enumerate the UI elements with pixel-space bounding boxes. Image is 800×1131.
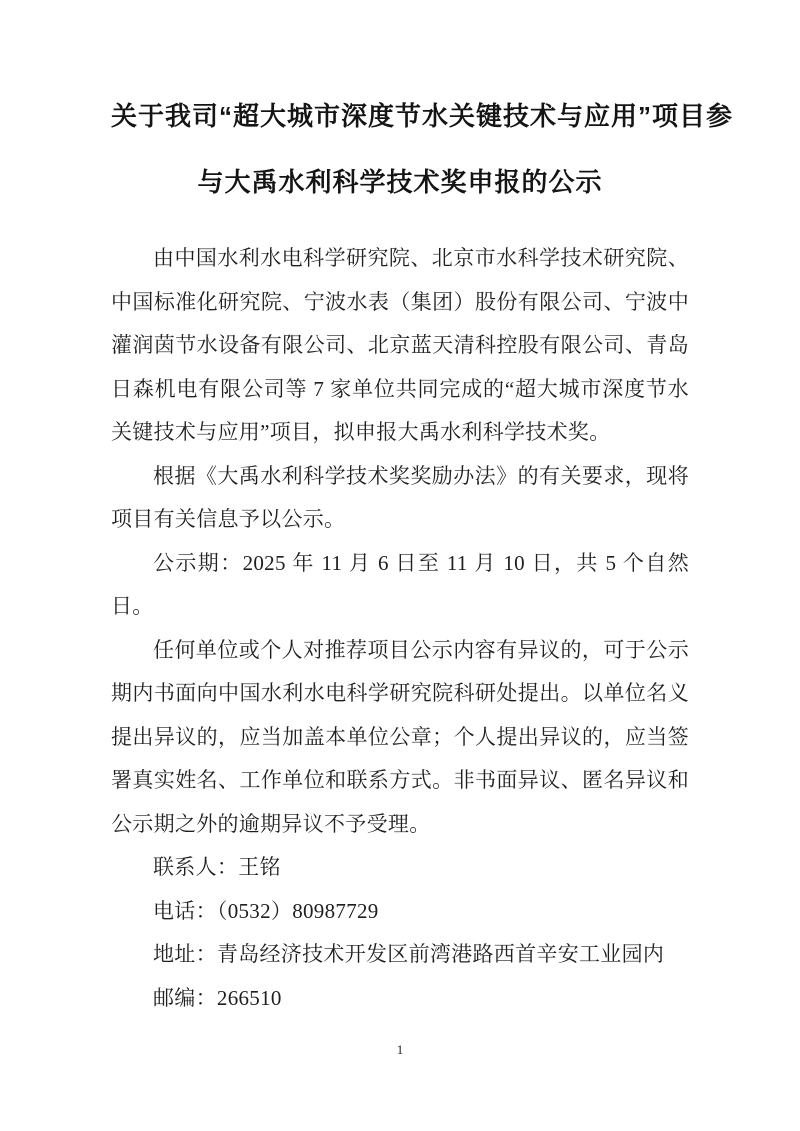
document-title [111, 83, 734, 215]
contact-person-line: 联系人：王铭 [153, 855, 281, 879]
contact-postcode-line: 邮编：266510 [153, 985, 282, 1010]
page-footer [0, 1042, 800, 1058]
contact-address-line: 地址：青岛经济技术开发区前湾港路西首辛安工业园内 [153, 942, 665, 966]
title-line-1: 关于我司“超大城市深度节水关键技术与应用”项目参 [111, 101, 734, 131]
paragraph-objection-rules: 任何单位或个人对推荐项目公示内容有异议的，可于公示期内书面向中国水利水电科学研究院科研处提出。以单位名义提出异议的，应当加盖本单位公章；个人提出异议的，应当签署真实姓名、工作单位和联系方式。非书面异议、匿名异议和公示期之外的逾期异议不予受理。 [111, 637, 689, 836]
document-content [111, 0, 734, 1020]
contact-phone-line: 电话：（0532）80987729 [153, 898, 379, 923]
paragraph-completing-units: 由中国水利水电科学研究院、北京市水科学技术研究院、中国标准化研究院、宁波水表（集团）股份有限公司、宁波中灌润茵节水设备有限公司、北京蓝天清科控股有限公司、青岛日森机电有限公司等 7 家单位共同完成的“超大城市深度节水关键技术与应用”项目，拟申报大禹水利科学技术奖。 [111, 246, 689, 444]
paragraph-basis: 根据《大禹水利科学技术奖奖励办法》的有关要求，现将项目有关信息予以公示。 [111, 463, 689, 531]
document-body [111, 237, 689, 1020]
title-line-2: 与大禹水利科学技术奖申报的公示 [197, 167, 603, 197]
paragraph-publicity-period: 公示期：2025 年 11 月 6 日至 11 月 10 日，共 5 个自然日。 [111, 550, 689, 618]
page-number: 1 [396, 1042, 404, 1057]
